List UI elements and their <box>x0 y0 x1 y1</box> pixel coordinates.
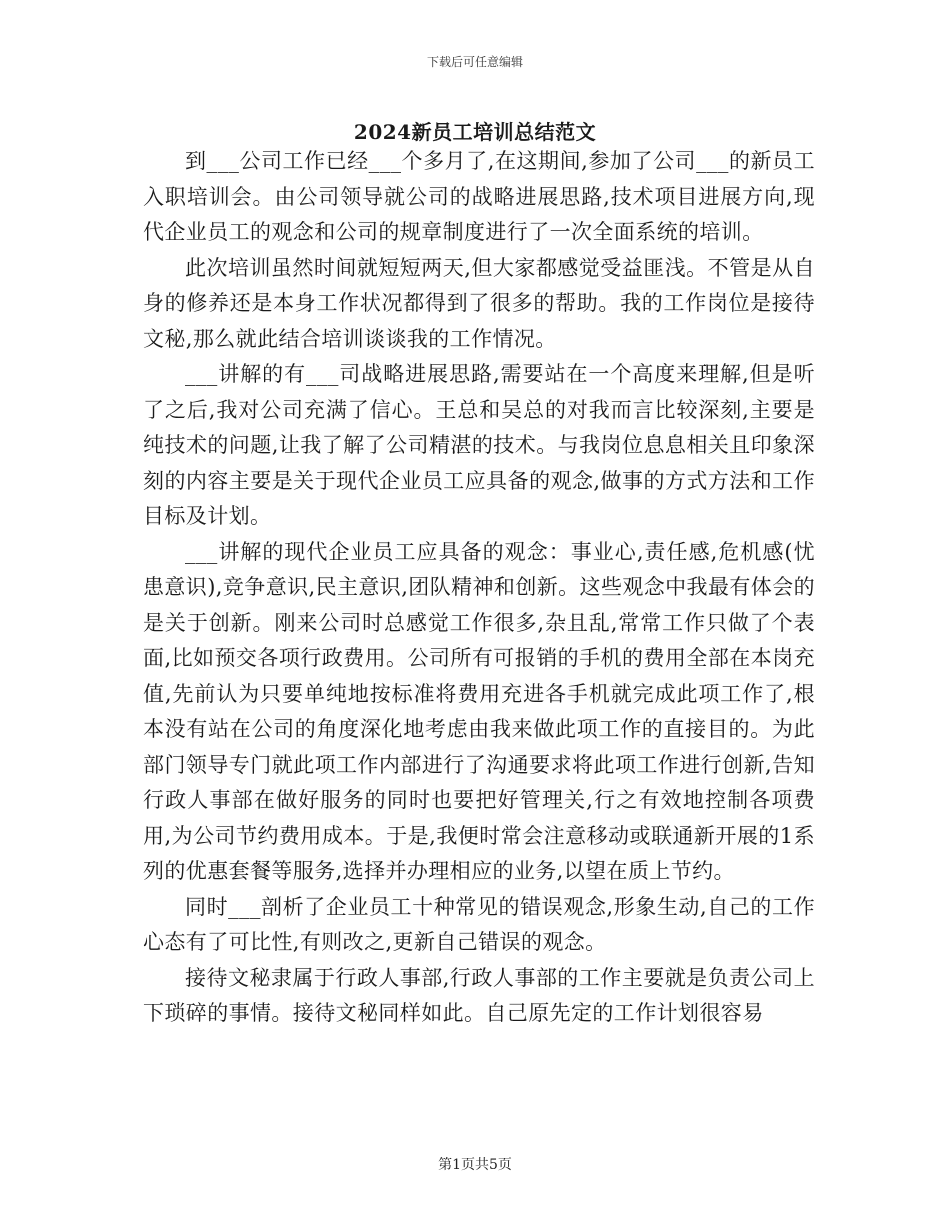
paragraph: ___讲解的现代企业员工应具备的观念：事业心,责任感,危机感(忧患意识),竞争意识,民主意识,团队精神和创新。这些观念中我最有体会的是关于创新。刚来公司时总感觉工作很多,杂且乱,常常工作只做了个表面,比如预交各项行政费用。公司所有可报销的手机的费用全部在本岗充值,先前认为只要单纯地按标准将费用充进各手机就完成此项工作了,根本没有站在公司的角度深化地考虑由我来做此项工作的直接目的。为此部门领导专门就此项工作内部进行了沟通要求将此项工作进行创新,告知行政人事部在做好服务的同时也要把好管理关,行之有效地控制各项费用,为公司节约费用成本。于是,我便时常会注意移动或联通新开展的1系列的优惠套餐等服务,选择并办理相应的业务,以望在质上节约。 <box>143 539 815 883</box>
page-header: 下载后可任意编辑 <box>426 55 523 69</box>
paragraph: 接待文秘隶属于行政人事部,行政人事部的工作主要就是负责公司上下琐碎的事情。接待文秘同样如此。自己原先定的工作计划很容易 <box>143 965 815 1025</box>
paragraph: 到___公司工作已经___个多月了,在这期间,参加了公司___的新员工入职培训会。由公司领导就公司的战略进展思路,技术项目进展方向,现代企业员工的观念和公司的规章制度进行了一次全面系统的培训。 <box>143 149 815 244</box>
paragraph: 此次培训虽然时间就短短两天,但大家都感觉受益匪浅。不管是从自身的修养还是本身工作状况都得到了很多的帮助。我的工作岗位是接待文秘,那么就此结合培训谈谈我的工作情况。 <box>143 255 815 351</box>
document-title: 2024新员工培训总结范文 <box>353 120 597 144</box>
paragraph: ___讲解的有___司战略进展思路,需要站在一个高度来理解,但是听了之后,我对公司充满了信心。王总和吴总的对我而言比较深刻,主要是纯技术的问题,让我了解了公司精湛的技术。与我岗位息息相关且印象深刻的内容主要是关于现代企业员工应具备的观念,做事的方式方法和工作目标及计划。 <box>143 362 815 528</box>
paragraph: 同时___剖析了企业员工十种常见的错误观念,形象生动,自己的工作心态有了可比性,有则改之,更新自己错误的观念。 <box>143 894 815 954</box>
page-footer: 第1页共5页 <box>438 1157 512 1173</box>
document-body <box>143 144 815 1032</box>
